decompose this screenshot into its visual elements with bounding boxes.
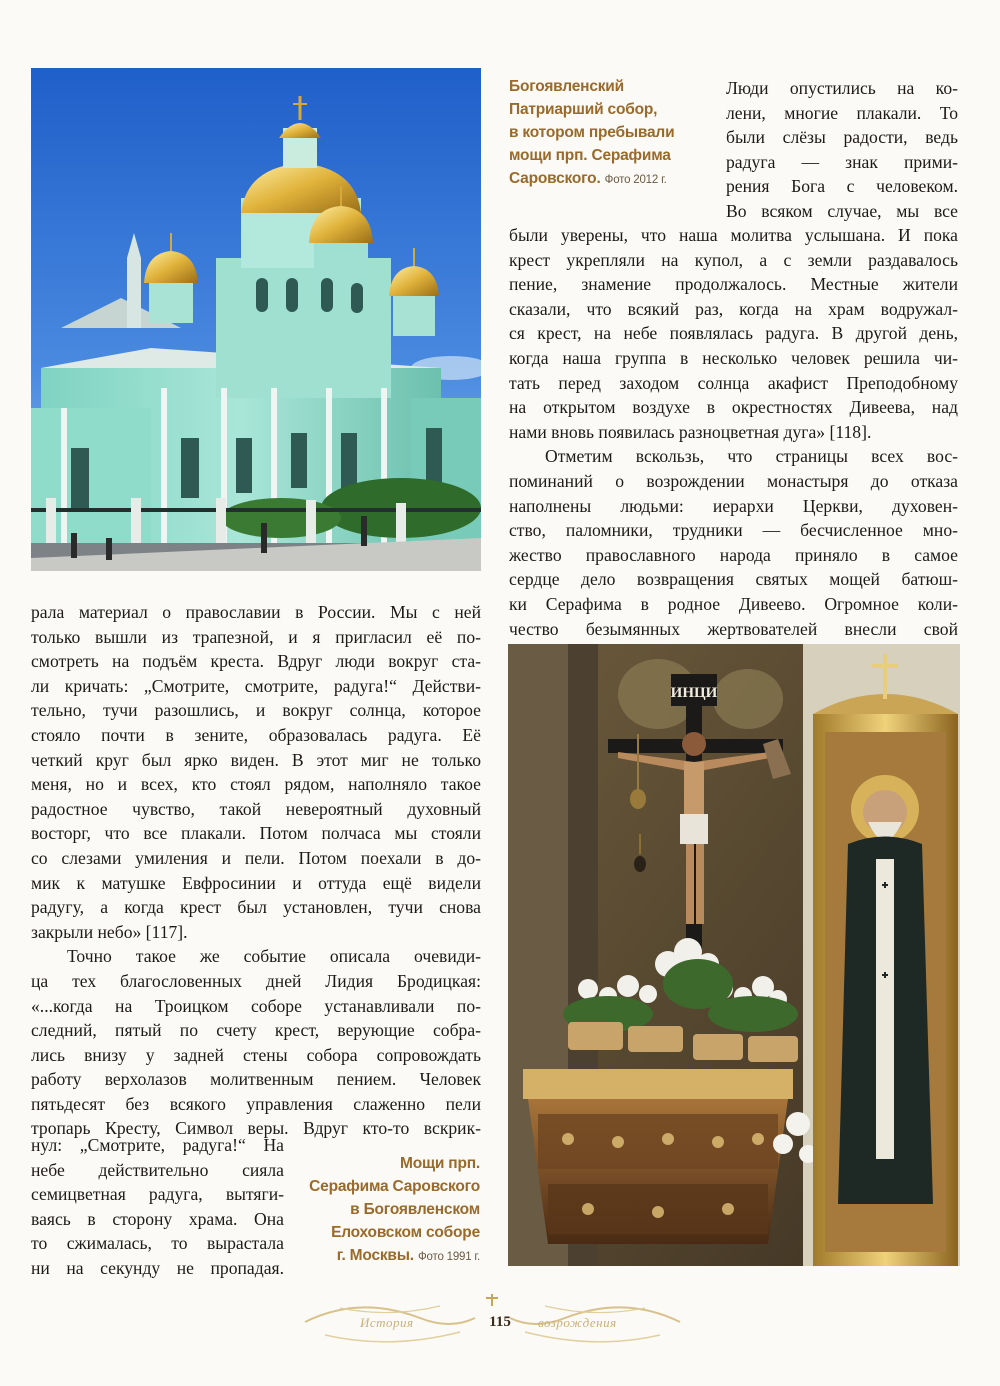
text-line: были слёзы радости, ведь (726, 127, 958, 148)
text-line: ство, паломники, трудники — бесчисленное мно- (509, 520, 958, 541)
text-line: пение, знамение продолжалось. Местные жители (509, 274, 958, 295)
text-line: закрыли небо» [117]. (31, 921, 188, 942)
text-line: ца тех благословенных дней Лидия Бродицкая: (31, 970, 481, 991)
caption-line: в Богоявленском (350, 1201, 480, 1218)
caption-line: мощи прп. Серафима (509, 147, 671, 164)
text-line: Отметим вскользь, что страницы всех вос- (545, 446, 958, 467)
caption-line: в котором пребывали (509, 124, 675, 141)
text-line: были уверены, что наша молитва услышана. И пока (509, 225, 958, 245)
text-line: Во всяком случае, мы все (726, 200, 958, 221)
text-line: ли кричать: „Смотрите, смотрите, радуга!“ Действи- (31, 675, 481, 696)
text-line: работу верхолазов молитвенным пением. Человек (31, 1069, 481, 1090)
caption-line: Патриарший собор, (509, 101, 658, 118)
text-line: радуга — знак прими- (726, 151, 958, 172)
text-line: Точно такое же событие описала очевиди- (67, 946, 481, 967)
footer-right-word: возрождения (538, 1315, 617, 1330)
caption-line: Серафима Саровского (309, 1178, 480, 1195)
footer-left-word: История (360, 1315, 414, 1330)
text-line: когда наша группа в несколько человек решила чи- (509, 347, 958, 368)
text-line: мик к матушке Евфросинии и оттуда ещё видели (31, 872, 481, 893)
text-line: со слезами умиления и пели. Потом поехали в до- (31, 847, 481, 868)
caption-line: Богоявленский (509, 78, 624, 95)
text-line: смотреть на подъём креста. Вдруг люди вокруг ста- (31, 651, 481, 672)
text-line: пятьдесят без всякого управления слаженно пели (31, 1093, 481, 1114)
text-line: стояло почти в зените, образовалась радуга. Её (31, 724, 481, 745)
text-line: лени, многие плакали. То (726, 102, 958, 123)
text-line: поминаний о возрождении монастыря до отказа (509, 470, 958, 491)
text-line: лись внизу у задней стены собора сопровождать (31, 1044, 481, 1065)
text-line: нул: „Смотрите, радуга!“ На (31, 1135, 284, 1155)
caption-line: г. Москвы. (336, 1247, 414, 1264)
right-column-text (509, 223, 958, 641)
text-line: нами вновь появилась разноцветная дуга» [118]. (509, 421, 872, 442)
text-line: тать перед заходом солнца акафист Преподобному (509, 372, 958, 393)
caption-line: Елоховском соборе (331, 1224, 480, 1241)
text-line: чество безымянных жертвователей внесли свой (509, 618, 958, 639)
relics-photo (508, 644, 960, 1266)
text-line: Люди опустились на ко- (726, 78, 958, 98)
cathedral-caption (509, 75, 699, 192)
text-line: семицветная радуга, вытяги- (31, 1184, 284, 1205)
page-number: 115 (489, 1314, 511, 1330)
text-line: тропарь Кресту, Символ веры. Вдруг кто-то вскрик- (31, 1118, 481, 1139)
left-column-narrow-text (31, 1133, 284, 1281)
photo-credit: Фото 1991 г. (418, 1251, 480, 1263)
caption-line: Саровского. (509, 170, 601, 187)
text-line: крест укрепляли на купол, а с земли раздавалось (509, 249, 958, 270)
text-line: то сжималась, то вырастала (31, 1233, 284, 1254)
caption-line: Мощи прп. (400, 1155, 480, 1172)
left-column-text (31, 600, 481, 1141)
text-line: на открытом воздухе в окрестностях Дивеева, над (509, 397, 958, 418)
text-line: сердце дело возвращения святых мощей батюш- (509, 569, 958, 590)
relics-caption (292, 1152, 480, 1269)
text-line: радостное чувство, такой невероятный духовный (31, 798, 481, 819)
cross-inscription: ИНЦИ (670, 685, 718, 701)
cathedral-photo (31, 68, 481, 571)
text-line: четкий круг был ярко виден. В этот миг не только (31, 749, 481, 770)
text-line: следний, пятый по счету крест, верующие собра- (31, 1020, 481, 1041)
text-line: рала материал о православии в России. Мы с ней (31, 602, 481, 622)
text-line: «...когда на Троицком соборе устанавливали по- (31, 995, 481, 1016)
text-line: только вышли из трапезной, и я пригласил её по- (31, 626, 481, 647)
text-line: ки Серафима в родное Дивеево. Огромное коли- (509, 593, 958, 614)
text-line: жество православного народа приняло в самое (509, 544, 958, 565)
text-line: ваясь в сторону храма. Она (31, 1208, 284, 1229)
text-line: тельно, тучи разошлись, и вокруг солнца, которое (31, 700, 481, 721)
right-column-narrow-text (726, 76, 958, 224)
text-line: меня, но и всех, кто стоял рядом, наполняло такое (31, 774, 481, 795)
text-line: сказали, что всякий раз, когда на храм водружал- (509, 298, 958, 319)
text-line: наполнены людьми: иерархи Церкви, духовен- (509, 495, 958, 516)
text-line: восторг, что все плакали. Потом полчаса мы стояли (31, 823, 481, 844)
text-line: радугу, а когда крест был установлен, тучи снова (31, 897, 481, 918)
text-line: ся крест, на небе появлялась радуга. В другой день, (509, 323, 958, 344)
text-line: небе действительно сияла (31, 1159, 284, 1180)
photo-credit: Фото 2012 г. (604, 174, 667, 186)
text-line: ни на секунду не пропадая. (31, 1257, 284, 1278)
text-line: рения Бога с человеком. (726, 176, 958, 197)
